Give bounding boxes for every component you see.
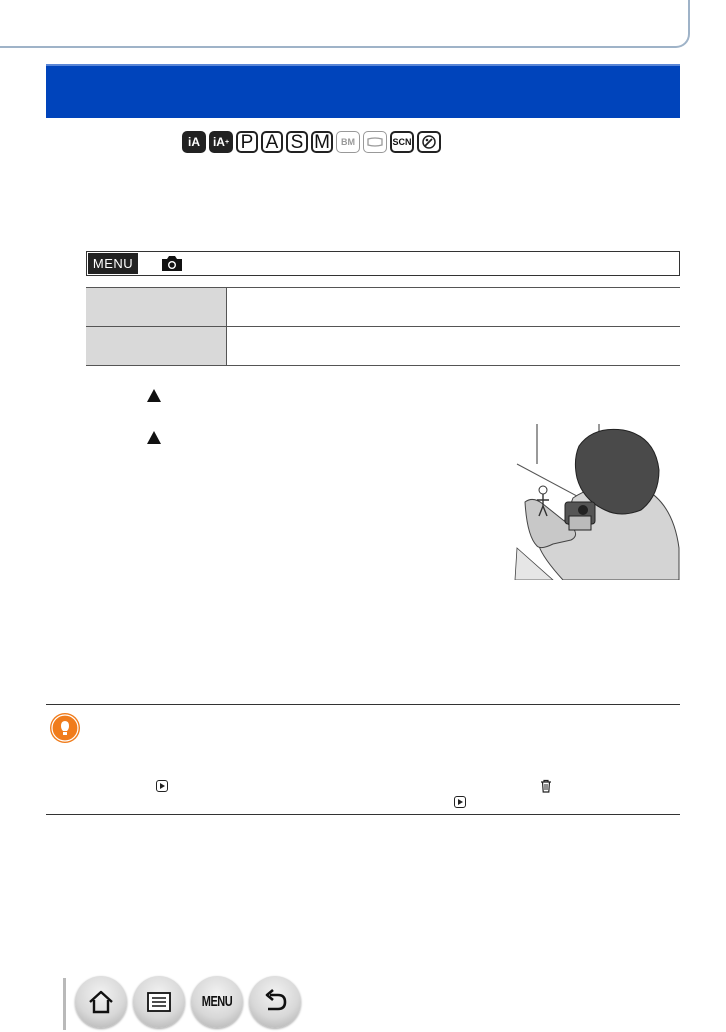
panorama-mode-icon <box>363 131 387 153</box>
table-label-cell <box>86 327 227 366</box>
program-mode-icon: P <box>236 131 258 153</box>
section-header-band <box>46 64 680 118</box>
tip-box-top-rule <box>46 704 680 705</box>
playback-icon <box>156 780 168 792</box>
selfie-illustration <box>513 418 681 580</box>
home-button[interactable] <box>75 976 127 1028</box>
intelligent-auto-mode-icon: iA <box>182 131 206 153</box>
creative-control-mode-icon <box>417 131 441 153</box>
menu-badge: MENU <box>88 253 138 274</box>
playback-icon <box>454 796 466 808</box>
table-row <box>86 288 680 327</box>
list-icon <box>144 987 174 1017</box>
back-button[interactable] <box>249 976 301 1028</box>
manual-mode-icon: M <box>311 131 333 153</box>
contents-button[interactable] <box>133 976 185 1028</box>
table-value-cell <box>227 288 681 327</box>
menu-button-label: MENU <box>201 994 233 1010</box>
menu-button[interactable] <box>191 976 243 1028</box>
recording-mode-icons <box>182 130 441 154</box>
settings-table <box>86 287 680 366</box>
up-triangle-icon <box>147 431 161 444</box>
table-value-cell <box>227 327 681 366</box>
up-triangle-icon <box>147 389 161 402</box>
scene-guide-mode-icon: SCN <box>390 131 414 153</box>
tip-box-bottom-rule <box>46 814 680 815</box>
camera-icon <box>160 255 184 272</box>
table-row <box>86 327 680 366</box>
trash-icon <box>539 779 553 793</box>
table-label-cell <box>86 288 227 327</box>
nav-rule <box>63 978 66 1030</box>
creative-movie-mode-icon: BM <box>336 131 360 153</box>
aperture-priority-mode-icon: A <box>261 131 283 153</box>
home-icon <box>86 987 116 1017</box>
lightbulb-icon <box>50 713 80 743</box>
return-icon <box>260 987 290 1017</box>
shutter-priority-mode-icon: S <box>286 131 308 153</box>
page-tab-frame <box>0 0 690 48</box>
intelligent-auto-plus-mode-icon: iA + <box>209 131 233 153</box>
